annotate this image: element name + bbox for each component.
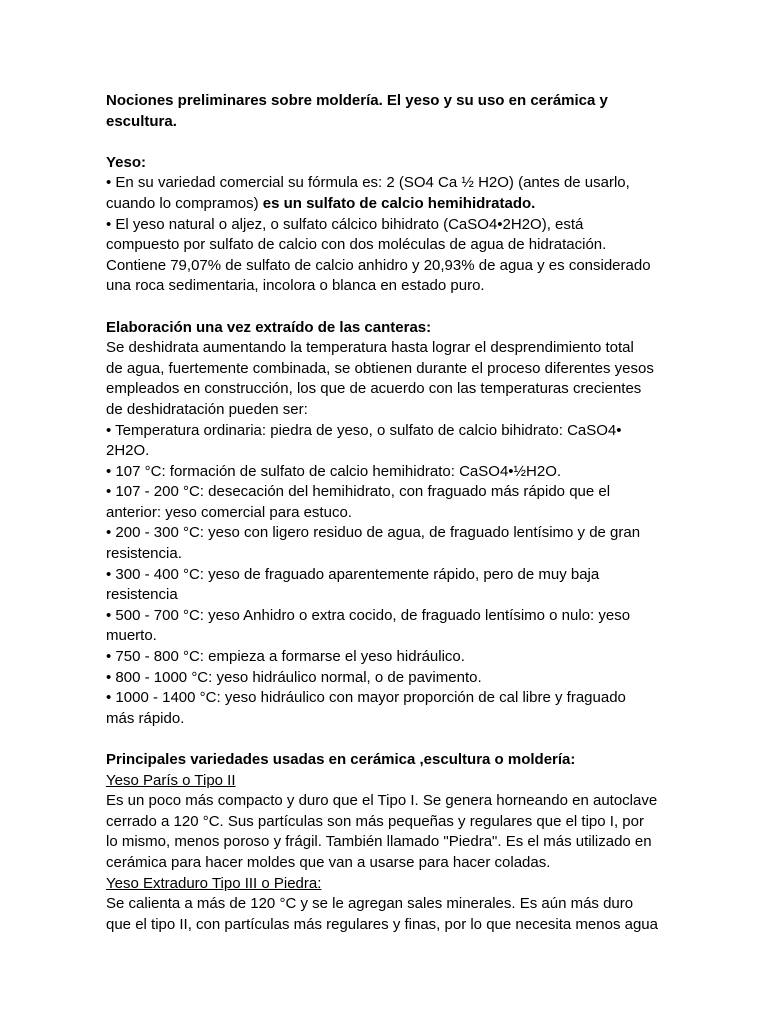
elaboracion-line: • Temperatura ordinaria: piedra de yeso, o sulfato de calcio bihidrato: CaSO4• (106, 421, 622, 439)
yeso-paris-subheading: Yeso París o Tipo II (106, 771, 236, 789)
yeso-paragraph-1-line-1: • En su variedad comercial su fórmula es: 2 (SO4 Ca ½ H2O) (antes de usarlo, (106, 174, 630, 192)
elaboracion-line: anterior: yeso comercial para estuco. (106, 503, 352, 521)
yeso-heading: Yeso: (106, 153, 147, 171)
document-page (106, 91, 666, 935)
yeso-paragraph-1-text: cuando lo compramos) (106, 194, 263, 212)
elaboracion-line: • 107 - 200 °C: desecación del hemihidrato, con fraguado más rápido que el (106, 483, 611, 501)
elaboracion-line: empleados en construcción, los que de acuerdo con las temperaturas crecientes (106, 380, 642, 398)
spacer (106, 729, 666, 750)
elaboracion-line: • 750 - 800 °C: empieza a formarse el yeso hidráulico. (106, 648, 465, 666)
elaboracion-line: • 800 - 1000 °C: yeso hidráulico normal, o de pavimento. (106, 668, 482, 686)
yeso-paragraph-1-emphasis: es un sulfato de calcio hemihidratado. (262, 194, 536, 212)
yeso-extraduro-line: Se calienta a más de 120 °C y se le agregan sales minerales. Es aún más duro (106, 895, 634, 913)
elaboracion-line: resistencia. (106, 545, 182, 563)
yeso-paragraph-2-line-3: Contiene 79,07% de sulfato de calcio anhidro y 20,93% de agua y es considerado (106, 256, 651, 274)
yeso-extraduro-subheading: Yeso Extraduro Tipo III o Piedra: (106, 874, 322, 892)
yeso-paris-line: cerámica para hacer moldes que van a usarse para hacer coladas. (106, 853, 551, 871)
yeso-paragraph-2-line-1: • El yeso natural o aljez, o sulfato cálcico bihidrato (CaSO4•2H2O), está (106, 215, 584, 233)
yeso-paris-line: lo mismo, menos poroso y frágil. También llamado "Piedra". Es el más utilizado en (106, 833, 652, 851)
document-title-line-1: Nociones preliminares sobre moldería. El yeso y su uso en cerámica y (106, 92, 608, 109)
elaboracion-line: • 107 °C: formación de sulfato de calcio hemihidrato: CaSO4•½H2O. (106, 462, 562, 480)
spacer (106, 132, 666, 153)
yeso-paragraph-1-line-2 (106, 194, 666, 215)
elaboracion-line: de agua, fuertemente combinada, se obtienen durante el proceso diferentes yesos (106, 359, 654, 377)
variedades-heading: Principales variedades usadas en cerámica ,escultura o moldería: (106, 751, 576, 768)
elaboracion-line: Se deshidrata aumentando la temperatura hasta lograr el desprendimiento total (106, 339, 634, 357)
elaboracion-line: 2H2O. (106, 442, 150, 460)
yeso-paragraph-2-line-4: una roca sedimentaria, incolora o blanca en estado puro. (106, 277, 485, 295)
elaboracion-line: resistencia (106, 586, 178, 604)
elaboracion-heading: Elaboración una vez extraído de las canteras: (106, 318, 432, 336)
elaboracion-line: muerto. (106, 627, 157, 645)
elaboracion-line: • 500 - 700 °C: yeso Anhidro o extra cocido, de fraguado lentísimo o nulo: yeso (106, 606, 631, 624)
yeso-paris-line: cerrado a 120 °C. Sus partículas son más pequeñas y regulares que el tipo I, por (106, 812, 644, 830)
elaboracion-line: más rápido. (106, 709, 185, 727)
document-title-line-2: escultura. (106, 112, 177, 130)
elaboracion-line: • 200 - 300 °C: yeso con ligero residuo de agua, de fraguado lentísimo y de gran (106, 524, 641, 542)
elaboracion-line: • 1000 - 1400 °C: yeso hidráulico con mayor proporción de cal libre y fraguado (106, 689, 626, 707)
yeso-extraduro-line: que el tipo II, con partículas más regulares y finas, por lo que necesita menos agua (106, 915, 658, 933)
elaboracion-line: • 300 - 400 °C: yeso de fraguado aparentemente rápido, pero de muy baja (106, 565, 600, 583)
spacer (106, 297, 666, 318)
elaboracion-line: de deshidratación pueden ser: (106, 400, 308, 418)
yeso-paragraph-2-line-2: compuesto por sulfato de calcio con dos moléculas de agua de hidratación. (106, 236, 607, 254)
yeso-paris-line: Es un poco más compacto y duro que el Tipo I. Se genera horneando en autoclave (106, 792, 658, 810)
